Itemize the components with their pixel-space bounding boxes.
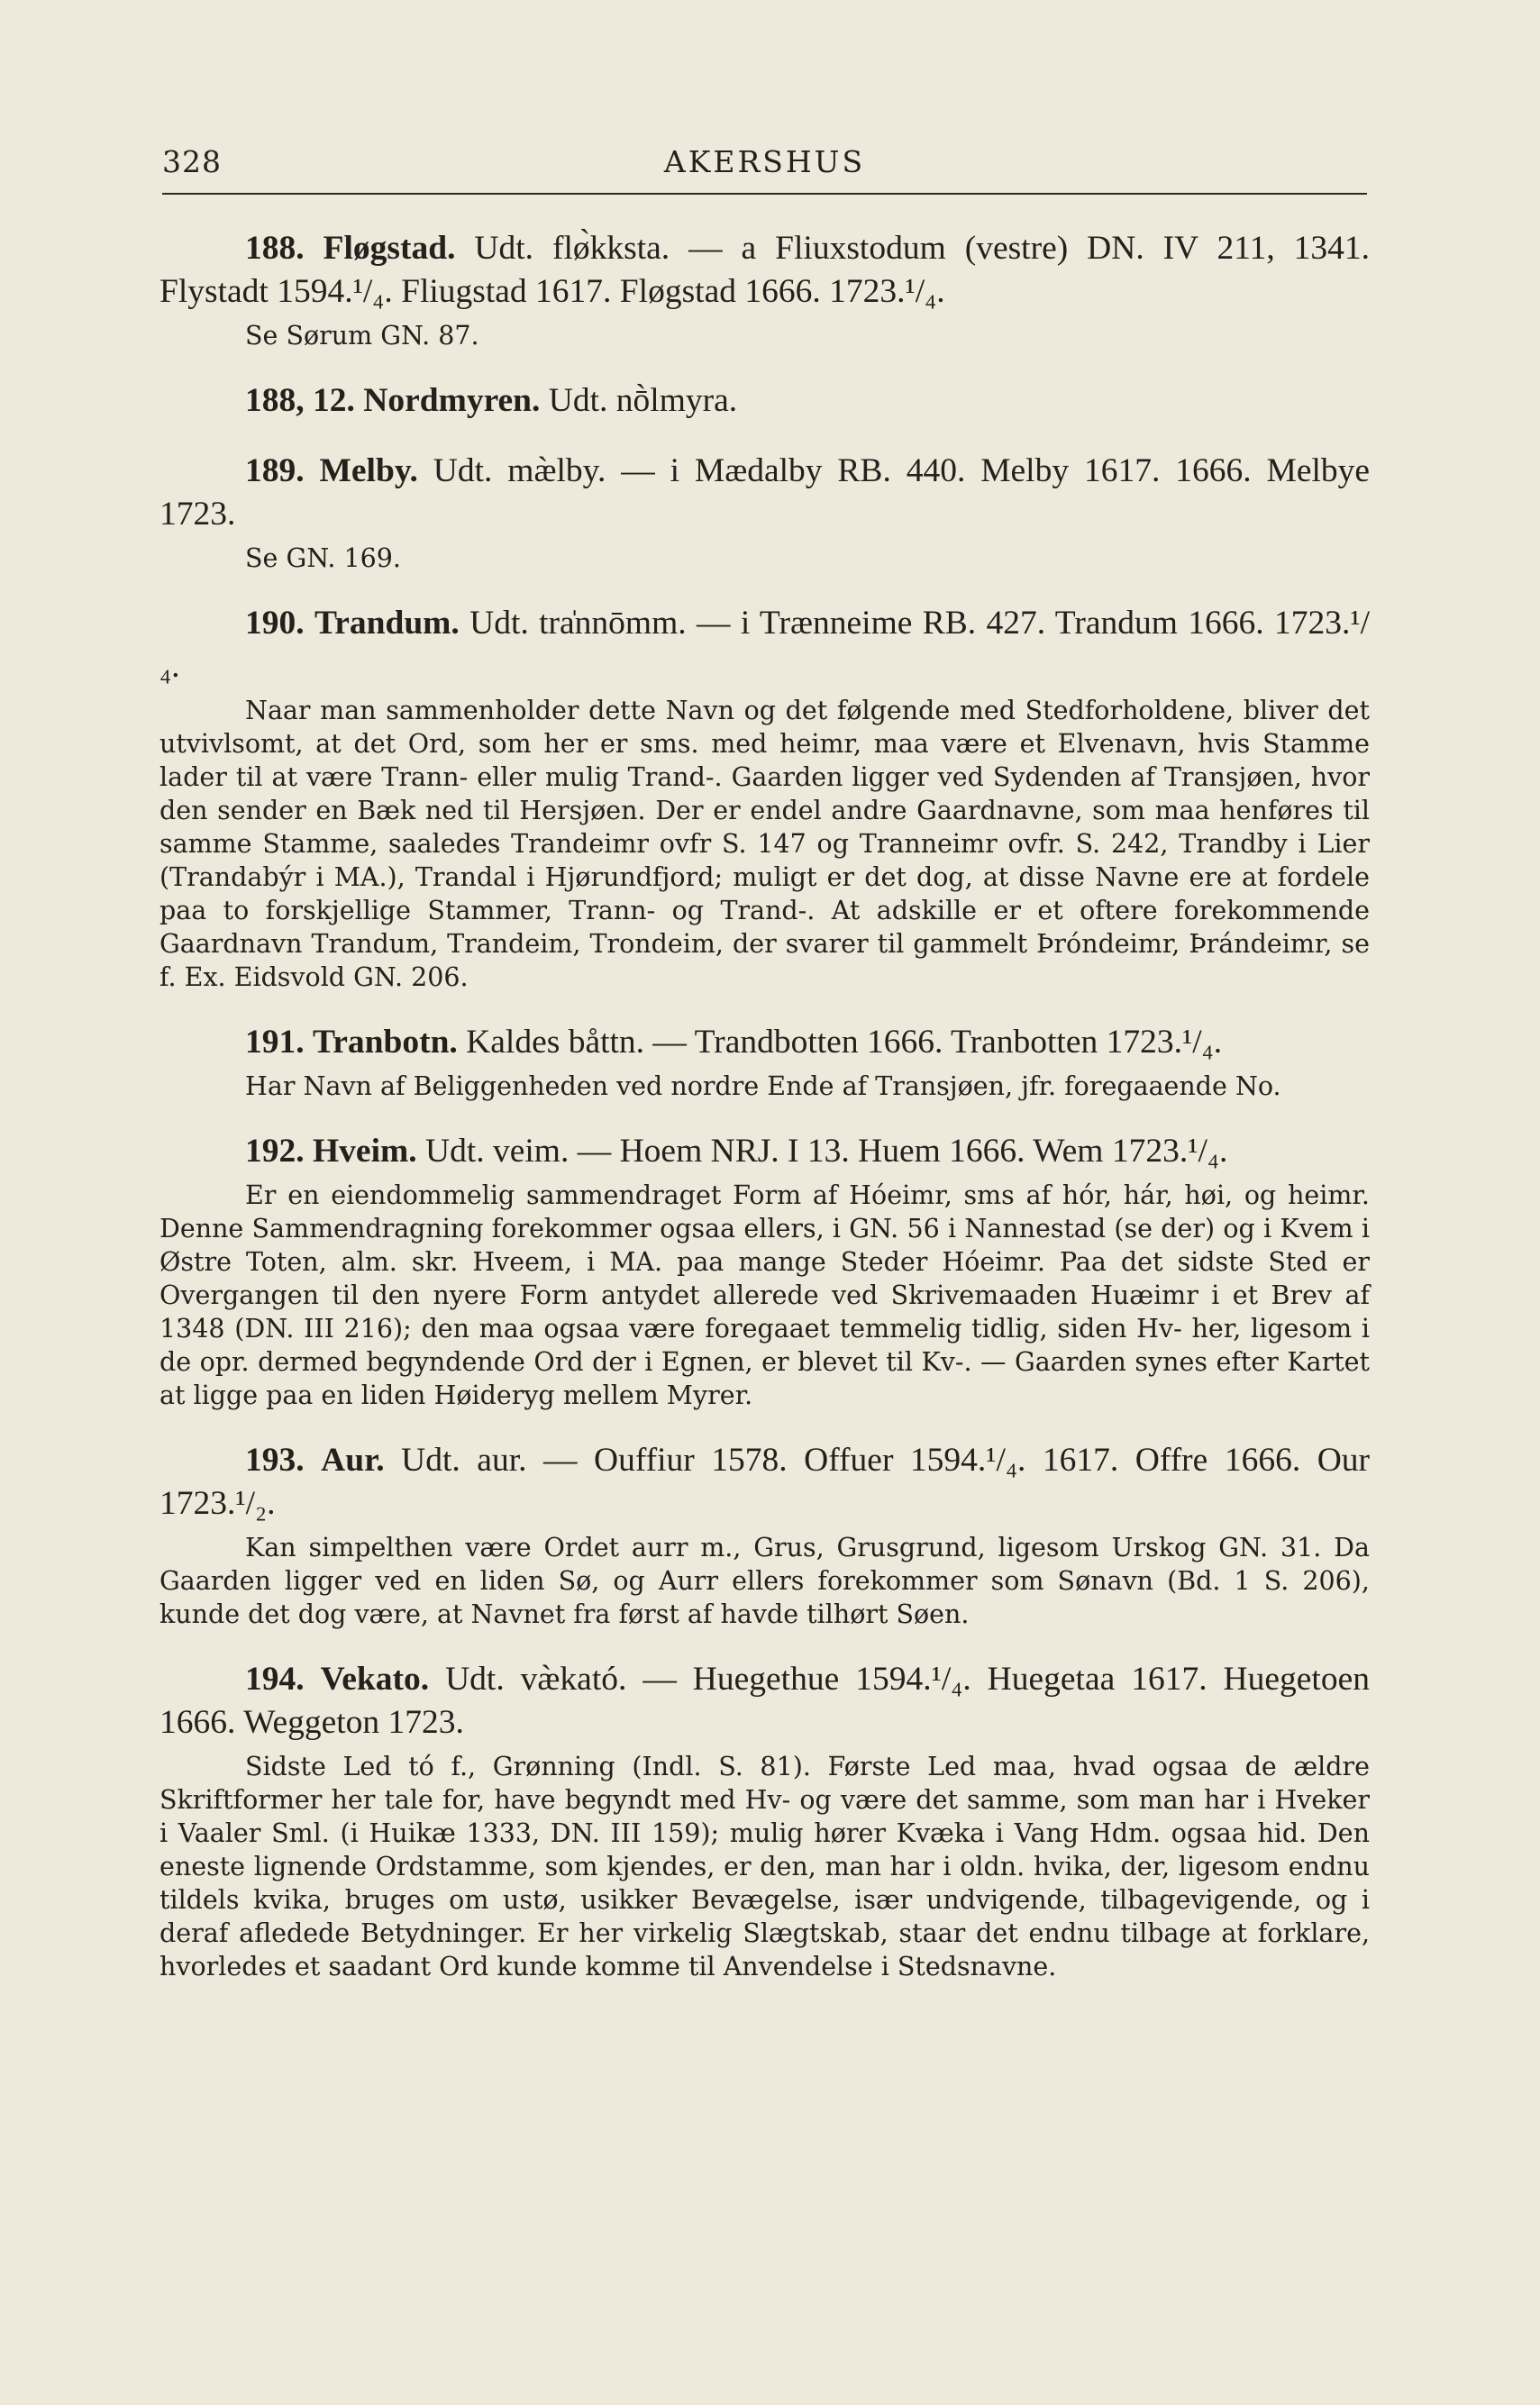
entry-188 bbox=[159, 227, 1370, 352]
entry-main bbox=[159, 450, 1370, 536]
entry-192 bbox=[159, 1130, 1370, 1412]
entry-number: 188. bbox=[245, 230, 305, 267]
entry-name: Trandum. bbox=[314, 605, 460, 642]
entry-name: Aur. bbox=[321, 1442, 385, 1479]
entry-name: Fløgstad. bbox=[323, 230, 456, 267]
entry-188-12 bbox=[159, 379, 1370, 423]
entry-number: 192. bbox=[245, 1133, 305, 1170]
entry-note: Kan simpelthen være Ordet aurr m., Grus, Grusgrund, ligesom Urskog GN. 31. Da Gaarden ligger ved en liden Sø, og Aurr ellers forekommer som Sønavn (Bd. 1 S. 206), kunde det dog være, at Navnet fra først af havde tilhørt Søen. bbox=[159, 1533, 1370, 1629]
entry-note: Se Sørum GN. 87. bbox=[245, 321, 479, 351]
entry-note: Se GN. 169. bbox=[245, 543, 401, 573]
entry-193 bbox=[159, 1439, 1370, 1631]
entry-191 bbox=[159, 1021, 1370, 1103]
running-title: AKERSHUS bbox=[663, 144, 866, 179]
entry-main bbox=[159, 379, 1370, 423]
entry-text: Udt. mæ̀lby. — i Mædalby RB. 440. Melby 1617. 1666. Melbye 1723. bbox=[159, 452, 1371, 533]
entry-189 bbox=[159, 450, 1370, 575]
entry-text: Udt. veim. — Hoem NRJ. I 13. Huem 1666. Wem 1723.¹/₄. bbox=[424, 1133, 1228, 1170]
entry-text: Kaldes båttn. — Trandbotten 1666. Tranbotten 1723.¹/₄. bbox=[466, 1024, 1223, 1061]
entry-main bbox=[159, 227, 1370, 314]
entry-text: Udt. tra̍nnōmm. — i Trænneime RB. 427. Trandum 1666. 1723.¹/₄. bbox=[159, 605, 1371, 685]
entry-name: Melby. bbox=[319, 452, 418, 489]
entry-text: Udt. aur. — Ouffiur 1578. Offuer 1594.¹/₄. 1617. Offre 1666. Our 1723.¹/₂. bbox=[159, 1442, 1371, 1522]
entry-number: 193. bbox=[245, 1442, 305, 1479]
entry-194 bbox=[159, 1658, 1370, 1983]
entry-number: 188, 12. bbox=[245, 382, 355, 419]
entry-name: Nordmyren. bbox=[363, 382, 541, 419]
entry-note: Naar man sammenholder dette Navn og det følgende med Stedforholdene, bliver det utvivlsomt, at det Ord, som her er sms. med heimr, maa være et Elvenavn, hvis Stamme lader til at være Trann- eller mulig Trand-. Gaarden ligger ved Sydenden af Transjøen, hvor den sender en Bæk ned til Hersjøen. Der er endel andre Gaardnavne, som maa henføres til samme Stamme, saaledes Trandeimr ovfr S. 147 og Tranneimr ovfr. S. 242, Trandby i Lier (Trandabýr i MA.), Trandal i Hjørundfjord; muligt er det dog, at disse Navne ere at fordele paa to forskjellige Stammer, Trann- og Trand-. At adskille er et oftere forekommende Gaardnavn Trandum, Trandeim, Trondeim, der svarer til gammelt Þróndeimr, Þrándeimr, se f. Ex. Eidsvold GN. 206. bbox=[159, 696, 1370, 992]
entry-number: 190. bbox=[245, 605, 305, 642]
entries-list bbox=[159, 227, 1370, 1983]
entry-number: 189. bbox=[245, 452, 305, 489]
entry-190 bbox=[159, 602, 1370, 994]
entry-number: 191. bbox=[245, 1024, 305, 1061]
entry-main bbox=[159, 602, 1370, 688]
entry-note: Er en eiendommelig sammendraget Form af Hóeimr, sms af hór, hár, høi, og heimr. Denne Sammendragning forekommer ogsaa ellers, i GN. 56 i Nannestad (se der) og i Kvem i Østre Toten, alm. skr. Hveem, i MA. paa mange Steder Hóeimr. Paa det sidste Sted er Overgangen til den nyere Form antydet allerede ved Skrivemaaden Huæimr i et Brev af 1348 (DN. III 216); den maa ogsaa være foregaaet temmelig tidlig, siden Hv- her, ligesom i de opr. dermed begyndende Ord der i Egnen, er blevet til Kv-. — Gaarden synes efter Kartet at ligge paa en liden Høideryg mellem Myrer. bbox=[159, 1180, 1370, 1410]
entry-name: Vekato. bbox=[320, 1661, 430, 1698]
page-number: 328 bbox=[162, 144, 222, 179]
entry-main bbox=[159, 1658, 1370, 1745]
entry-name: Hveim. bbox=[313, 1133, 417, 1170]
entry-text: Udt. nṑlmyra. bbox=[548, 382, 738, 419]
entry-main bbox=[159, 1021, 1370, 1064]
entry-main bbox=[159, 1439, 1370, 1526]
entry-name: Tranbotn. bbox=[313, 1024, 458, 1061]
page-header bbox=[162, 144, 1367, 191]
entry-note: Har Navn af Beliggenheden ved nordre Ende af Transjøen, jfr. foregaaende No. bbox=[245, 1071, 1281, 1101]
header-rule bbox=[162, 193, 1367, 195]
entry-note: Sidste Led tó f., Grønning (Indl. S. 81). Første Led maa, hvad ogsaa de ældre Skriftformer her tale for, have begyndt med Hv- og være det samme, som man har i Hveker i Vaaler Sml. (i Huikæ 1333, DN. III 159); mulig hører Kvæka i Vang Hdm. ogsaa hid. Den eneste lignende Ordstamme, som kjendes, er den, man har i oldn. hvika, der, ligesom endnu tildels kvika, bruges om ustø, usikker Bevægelse, især undvigende, tilbagevigende, og i deraf afledede Betydninger. Er her virkelig Slægtskab, staar det endnu tilbage at forklare, hvorledes et saadant Ord kunde komme til Anvendelse i Stedsnavne. bbox=[159, 1752, 1370, 1981]
entry-text: Udt. flø̀kksta. — a Fliuxstodum (vestre) DN. IV 211, 1341. Flystadt 1594.¹/₄. Fliugstad 1617. Fløgstad 1666. 1723.¹/₄. bbox=[159, 230, 1371, 310]
entry-number: 194. bbox=[245, 1661, 305, 1698]
entry-main bbox=[159, 1130, 1370, 1173]
entry-text: Udt. væ̀kató. — Huegethue 1594.¹/₄. Huegetaa 1617. Huegetoen 1666. Weggeton 1723. bbox=[159, 1661, 1370, 1741]
